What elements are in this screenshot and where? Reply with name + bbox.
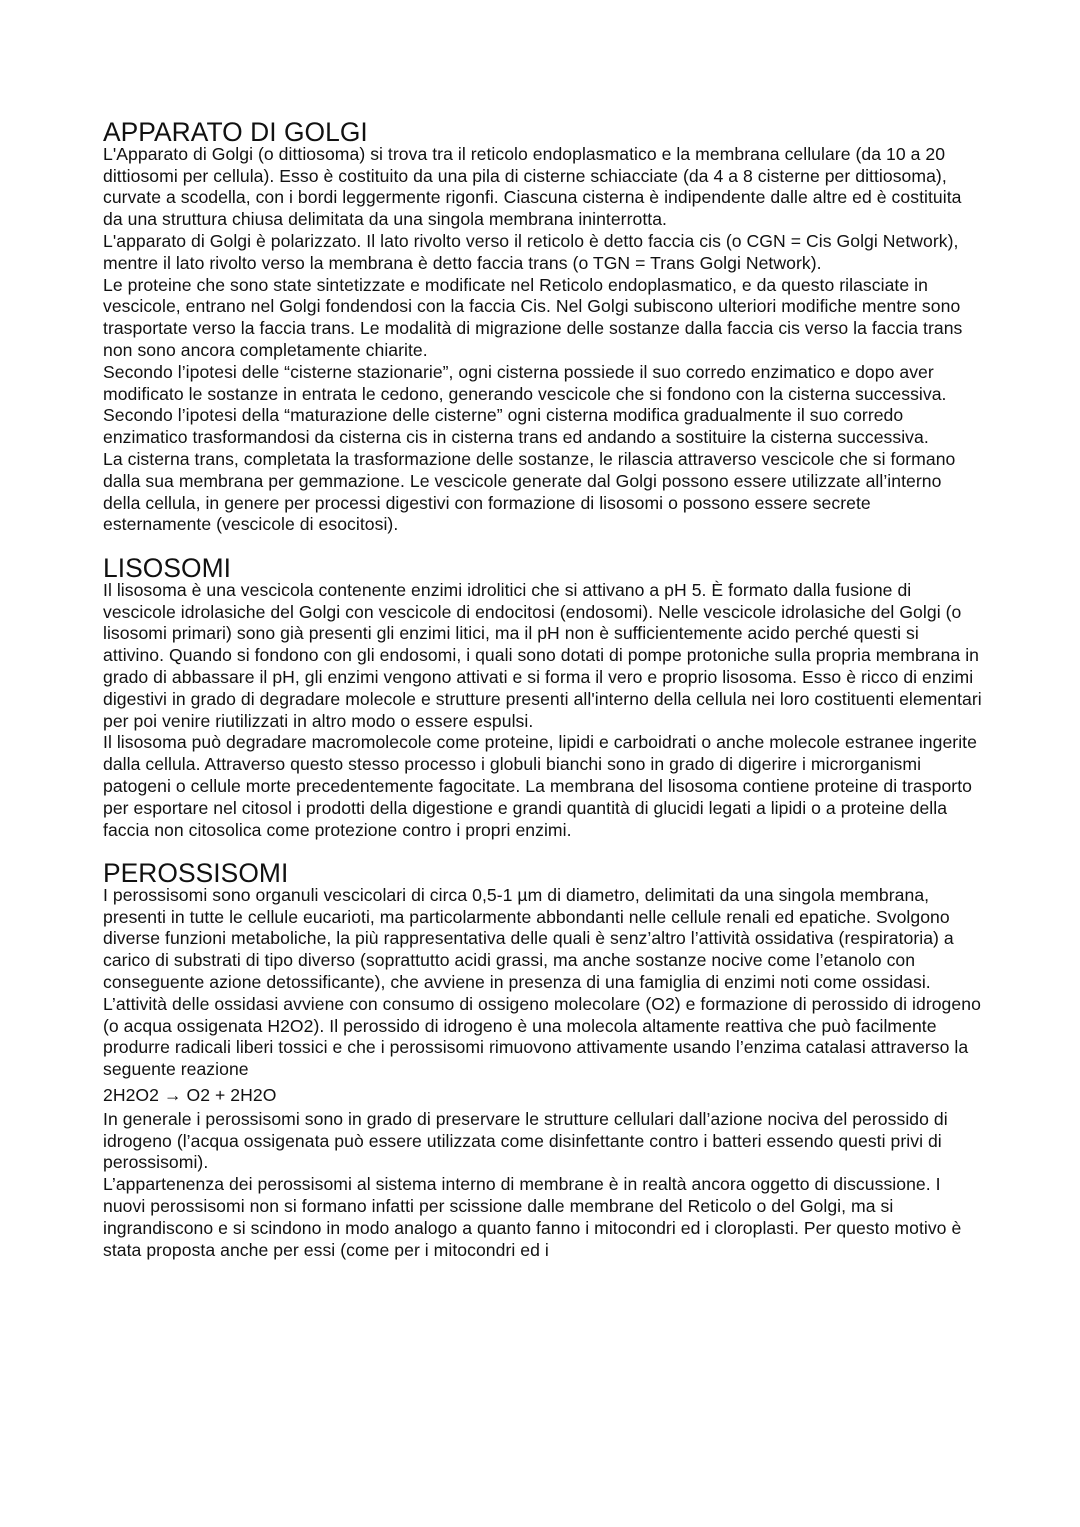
section-heading: PEROSSISOMI	[103, 858, 289, 889]
paragraph: L’appartenenza dei perossisomi al sistema interno di membrane è in realtà ancora oggetto di discussione. I nuovi perossisomi non si formano infatti per scissione dalle membrane del Reticolo o del Golgi, ma si ingrandiscono e si scindono in modo analogo a quanto fanno i mitocondri ed i cloroplasti. Per questo motivo è stata proposta anche per essi (come per i mitocondri ed i	[103, 1174, 962, 1260]
section-heading: APPARATO DI GOLGI	[103, 117, 368, 147]
paragraph: Secondo l’ipotesi delle “cisterne stazionarie”, ogni cisterna possiede il suo corredo enzimatico e dopo aver modificato le sostanze in entrata le cedono, generando vescicole che si fondono con la cisterna successiva.	[103, 361, 947, 404]
reaction-equation: 2H2O2 → O2 + 2H2O	[103, 1085, 277, 1106]
paragraph: L'apparato di Golgi è polarizzato. Il lato rivolto verso il reticolo è detto faccia cis (o CGN = Cis Golgi Network), mentre il lato rivolto verso la membrana è detto faccia trans (o TGN = Trans Golgi Network).	[103, 230, 959, 273]
paragraph: In generale i perossisomi sono in grado di preservare le strutture cellulari dall’azione nociva del perossido di idrogeno (l’acqua ossigenata può essere utilizzata come disinfettante contro i batteri essendo questi privi di perossisomi).	[103, 1108, 948, 1173]
paragraph: Le proteine che sono state sintetizzate e modificate nel Reticolo endoplasmatico, e da questo rilasciate in vescicole, entrano nel Golgi fondendosi con la faccia Cis. Nel Golgi subiscono ulteriori modifiche mentre sono trasportate verso la faccia trans. Le modalità di migrazione delle sostanze dalla faccia cis verso la faccia trans non sono ancora completamente chiarite.	[103, 274, 963, 360]
paragraph: L'Apparato di Golgi (o dittiosoma) si trova tra il reticolo endoplasmatico e la membrana cellulare (da 10 a 20 dittiosomi per cellula). Esso è costituito da una pila di cisterne schiacciate (da 4 a 8 cisterne per dittiosoma), curvate a scodella, con i bordi leggermente rigonfi. Ciascuna cisterna è indipendente dalle altre ed è costituita da una struttura chiusa delimitata da una singola membrana ininterrotta.	[103, 143, 962, 230]
paragraph: Il lisosoma è una vescicola contenente enzimi idrolitici che si attivano a pH 5. È formato dalla fusione di vescicole idrolasiche del Golgi con vescicole di endocitosi (endosomi). Nelle vescicole idrolasiche del Golgi (o lisosomi primari) sono già presenti gli enzimi litici, ma il pH non è sufficientemente acido perché questi si attivino. Quando si fondono con gli endosomi, i quali sono dotati di pompe protoniche sulla propria membrana in grado di abbassare il pH, gli enzimi vengono attivati e si forma il vero e proprio lisosoma. Esso è ricco di enzimi digestivi in grado di degradare molecole e strutture presenti all'interno della cellula nei loro costituenti elementari per poi venire riutilizzati in altro modo o essere espulsi.	[103, 579, 982, 731]
paragraph: La cisterna trans, completata la trasformazione delle sostanze, le rilascia attraverso vescicole che si formano dalla sua membrana per gemmazione. Le vescicole generate dal Golgi possono essere utilizzate all’interno della cellula, in genere per processi digestivi con formazione di lisosomi o possono essere secrete esternamente (vescicole di esocitosi).	[103, 448, 956, 535]
section-heading: LISOSOMI	[103, 552, 231, 583]
paragraph: Secondo l’ipotesi della “maturazione delle cisterne” ogni cisterna modifica gradualmente il suo corredo enzimatico trasformandosi da cisterna cis in cisterna trans ed andando a sostituire la cisterna successiva.	[103, 405, 929, 448]
section-perossisomi	[103, 858, 983, 1261]
section-lisosomi	[103, 552, 983, 841]
paragraph: Il lisosoma può degradare macromolecole come proteine, lipidi e carboidrati o anche molecole estranee ingerite dalla cellula. Attraverso questo stesso processo i globuli bianchi sono in grado di digerire i microrganismi patogeni o cellule morte precedentemente fagocitate. La membrana del lisosoma contiene proteine di trasporto per esportare nel citosol i prodotti della digestione e grandi quantità di glucidi legati a lipidi o a proteine della faccia non citosolica come protezione contro i propri enzimi.	[103, 732, 977, 840]
document-page	[103, 117, 983, 1261]
section-golgi	[103, 117, 983, 536]
paragraph: I perossisomi sono organuli vescicolari di circa 0,5-1 µm di diametro, delimitati da una singola membrana, presenti in tutte le cellule eucarioti, ma particolarmente abbondanti nelle cellule renali ed epatiche. Svolgono diverse funzioni metaboliche, la più rappresentativa delle quali è senz’altro l’attività ossidativa (respiratoria) a carico di substrati di tipo diverso (soprattutto acidi grassi, ma anche sostanze nocive come l’etanolo con conseguente azione detossificante), che avviene in presenza di una famiglia di enzimi noti come ossidasi. L’attività delle ossidasi avviene con consumo di ossigeno molecolare (O2) e formazione di perossido di idrogeno (o acqua ossigenata H2O2). Il perossido di idrogeno è una molecola altamente reattiva che può facilmente produrre radicali liberi tossici e che i perossisomi rimuovono attivamente usando l’enzima catalasi attraverso la seguente reazione	[103, 884, 981, 1080]
